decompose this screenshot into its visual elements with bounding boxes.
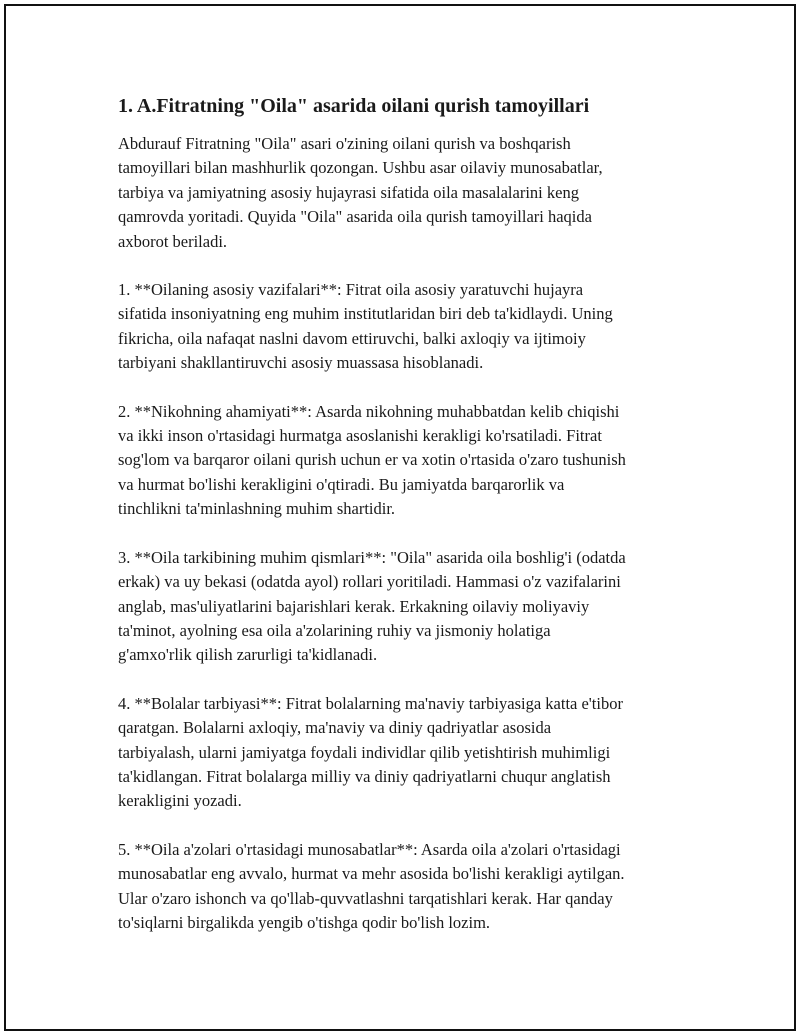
text-line: ta'kidlangan. Fitrat bolalarga milliy va diniy qadriyatlarni chuqur anglatish [118, 766, 611, 786]
text-line: g'amxo'rlik qilish zarurligi ta'kidlanadi. [118, 645, 378, 665]
section-paragraph-2 [118, 400, 698, 522]
text-line: tamoyillari bilan mashhurlik qozongan. Ushbu asar oilaviy munosabatlar, [118, 158, 603, 178]
text-line: anglab, mas'uliyatlarini bajarishlari kerak. Erkakning oilaviy moliyaviy [118, 596, 590, 616]
text-line: to'siqlarni birgalikda yengib o'tishga qodir bo'lish lozim. [118, 912, 491, 932]
text-line: sifatida insoniyatning eng muhim institutlaridan biri deb ta'kidlaydi. Uning [118, 304, 613, 324]
text-line: qaratgan. Bolalarni axloqiy, ma'naviy va diniy qadriyatlar asosida [118, 718, 552, 738]
text-line: va ikki inson o'rtasidagi hurmatga asoslanishi kerakligi ko'rsatiladi. Fitrat [118, 426, 602, 446]
document-title: 1. A.Fitratning "Oila" asarida oilani qurish tamoyillari [118, 95, 590, 117]
section-paragraph-1 [118, 278, 698, 376]
section-paragraph-3 [118, 546, 698, 668]
text-line: tarbiyalash, ularni jamiyatga foydali individlar qilib yetishtirish muhimligi [118, 742, 611, 762]
text-line: fikricha, oila nafaqat naslni davom ettiruvchi, balki axloqiy va ijtimoiy [118, 328, 586, 348]
text-line: tinchlikni ta'minlashning muhim shartidir. [118, 499, 396, 519]
text-line: tarbiya va jamiyatning asosiy hujayrasi sifatida oila masalalarini keng [118, 182, 579, 202]
text-line: axborot beriladi. [118, 231, 228, 251]
text-line: 5. **Oila a'zolari o'rtasidagi munosabatlar**: Asarda oila a'zolari o'rtasidagi [118, 839, 621, 859]
document-body [118, 92, 698, 959]
text-line: Ular o'zaro ishonch va qo'llab-quvvatlashni tarqatishlari kerak. Har qanday [118, 888, 613, 908]
text-line: erkak) va uy bekasi (odatda ayol) rollari yoritiladi. Hammasi o'z vazifalarini [118, 572, 621, 592]
text-line: kerakligini yozadi. [118, 791, 242, 811]
text-line: sog'lom va barqaror oilani qurish uchun er va xotin o'rtasida o'zaro tushunish [118, 450, 626, 470]
text-line: Abdurauf Fitratning "Oila" asari o'zining oilani qurish va boshqarish [118, 134, 571, 153]
text-line: ta'minot, ayolning esa oila a'zolarining ruhiy va jismoniy holatiga [118, 620, 551, 640]
text-line: va hurmat bo'lishi kerakligini o'qtiradi. Bu jamiyatda barqarorlik va [118, 474, 565, 494]
text-line: 1. **Oilaning asosiy vazifalari**: Fitrat oila asosiy yaratuvchi hujayra [118, 280, 584, 300]
text-line: 2. **Nikohning ahamiyati**: Asarda nikohning muhabbatdan kelib chiqishi [118, 401, 620, 421]
text-line: tarbiyani shakllantiruvchi asosiy muassasa hisoblanadi. [118, 353, 484, 373]
text-line: 4. **Bolalar tarbiyasi**: Fitrat bolalarning ma'naviy tarbiyasiga katta e'tibor [118, 693, 623, 713]
text-line: 3. **Oila tarkibining muhim qismlari**: "Oila" asarida oila boshlig'i (odatda [118, 547, 626, 567]
text-line: munosabatlar eng avvalo, hurmat va mehr asosida bo'lishi kerakligi aytilgan. [118, 864, 625, 884]
section-paragraph-4 [118, 692, 698, 814]
section-paragraph-5 [118, 838, 698, 936]
intro-paragraph [118, 132, 698, 254]
text-line: qamrovda yoritadi. Quyida "Oila" asarida oila qurish tamoyillari haqida [118, 207, 592, 227]
